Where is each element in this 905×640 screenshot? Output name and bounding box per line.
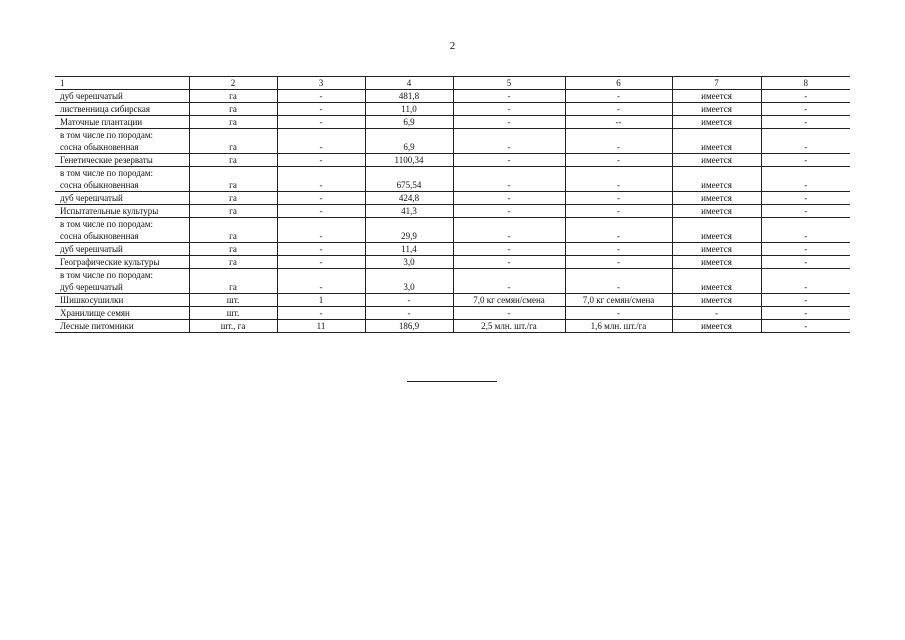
table-cell: - (565, 90, 672, 103)
row-name: дуб черешчатый (60, 193, 123, 203)
table-cell: - (453, 307, 565, 320)
table-cell: 11,4 (365, 243, 453, 256)
table-cell: га (189, 90, 277, 103)
table-row (55, 154, 850, 167)
row-name-prefix: в том числе по породам: (60, 168, 154, 178)
table-cell: - (277, 167, 365, 192)
data-table (55, 76, 850, 333)
row-name: Хранилище семян (60, 308, 130, 318)
row-name-cell (55, 307, 189, 320)
table-cell: га (189, 167, 277, 192)
row-name-cell (55, 116, 189, 129)
table-cell: - (761, 320, 850, 333)
table-cell: - (761, 192, 850, 205)
table-cell: - (761, 218, 850, 243)
table-cell: имеется (672, 294, 761, 307)
table-row (55, 294, 850, 307)
table-row (55, 167, 850, 192)
row-name-cell (55, 294, 189, 307)
table-cell: - (761, 256, 850, 269)
table-cell: имеется (672, 90, 761, 103)
table-cell: 3,0 (365, 269, 453, 294)
table-cell: - (453, 154, 565, 167)
table-cell: - (453, 167, 565, 192)
table-cell: - (565, 256, 672, 269)
row-name-prefix: в том числе по породам: (60, 270, 154, 280)
table-row (55, 192, 850, 205)
column-header: 1 (55, 77, 189, 90)
row-name: дуб черешчатый (60, 91, 123, 101)
table-body (55, 90, 850, 333)
table-cell: га (189, 269, 277, 294)
table-row (55, 307, 850, 320)
table-row (55, 116, 850, 129)
table-cell: 424,8 (365, 192, 453, 205)
row-name: сосна обыкновенная (60, 180, 139, 190)
table-cell: 3,0 (365, 256, 453, 269)
table-row (55, 90, 850, 103)
table-cell: - (277, 307, 365, 320)
table-cell: - (761, 167, 850, 192)
table-cell: - (277, 103, 365, 116)
table-cell: - (761, 116, 850, 129)
table-cell: - (761, 103, 850, 116)
table-cell: - (453, 256, 565, 269)
row-name: сосна обыкновенная (60, 142, 139, 152)
table-cell: - (565, 269, 672, 294)
table-row (55, 320, 850, 333)
row-name-prefix: в том числе по породам: (60, 130, 154, 140)
table-cell: га (189, 154, 277, 167)
table-cell: - (761, 294, 850, 307)
table-cell: - (761, 154, 850, 167)
table-cell: имеется (672, 205, 761, 218)
table-cell: имеется (672, 192, 761, 205)
table-cell: имеется (672, 256, 761, 269)
table-cell: - (365, 307, 453, 320)
table-cell: - (761, 129, 850, 154)
table-cell: - (453, 116, 565, 129)
table-row (55, 243, 850, 256)
table-cell: 6,9 (365, 116, 453, 129)
table-cell: имеется (672, 129, 761, 154)
table-cell: шт. (189, 307, 277, 320)
table-row (55, 129, 850, 154)
table-cell: - (277, 192, 365, 205)
table-cell: - (565, 218, 672, 243)
table-row (55, 218, 850, 243)
table-cell: 41,3 (365, 205, 453, 218)
column-header: 6 (565, 77, 672, 90)
table-cell: 6,9 (365, 129, 453, 154)
table-row (55, 103, 850, 116)
table-cell: имеется (672, 320, 761, 333)
row-name-cell (55, 256, 189, 269)
table-cell: - (565, 205, 672, 218)
table-cell: - (761, 307, 850, 320)
table-cell: 29,9 (365, 218, 453, 243)
table-cell: имеется (672, 167, 761, 192)
table-cell: - (277, 205, 365, 218)
row-name: лиственница сибирская (60, 104, 151, 114)
table-cell: - (453, 243, 565, 256)
table-cell: га (189, 192, 277, 205)
table-cell: - (453, 269, 565, 294)
table-cell: имеется (672, 103, 761, 116)
column-header: 5 (453, 77, 565, 90)
table-cell: га (189, 129, 277, 154)
table-cell: - (761, 205, 850, 218)
table-cell: га (189, 256, 277, 269)
row-name-cell (55, 129, 189, 154)
table-cell: имеется (672, 269, 761, 294)
table-cell: - (565, 243, 672, 256)
row-name-cell (55, 218, 189, 243)
table-cell: имеется (672, 218, 761, 243)
row-name-cell (55, 243, 189, 256)
row-name-cell (55, 154, 189, 167)
table-cell: 1,6 млн. шт./га (565, 320, 672, 333)
column-header: 3 (277, 77, 365, 90)
column-header: 2 (189, 77, 277, 90)
column-header: 4 (365, 77, 453, 90)
table-cell: га (189, 116, 277, 129)
table-cell: 1100,34 (365, 154, 453, 167)
table-cell: - (277, 129, 365, 154)
table-cell: - (761, 243, 850, 256)
table-row (55, 256, 850, 269)
table-cell: шт. (189, 294, 277, 307)
row-name: дуб черешчатый (60, 282, 123, 292)
row-name: Географические культуры (60, 257, 160, 267)
row-name: дуб черешчатый (60, 244, 123, 254)
table-cell: 186,9 (365, 320, 453, 333)
table-cell: га (189, 243, 277, 256)
table-row (55, 205, 850, 218)
row-name-cell (55, 320, 189, 333)
column-header: 8 (761, 77, 850, 90)
row-name: Шишкосушилки (60, 295, 124, 305)
table-cell: - (761, 90, 850, 103)
row-name-cell (55, 167, 189, 192)
table-cell: - (565, 154, 672, 167)
table-cell: - (453, 90, 565, 103)
column-header: 7 (672, 77, 761, 90)
table-cell: имеется (672, 243, 761, 256)
row-name: сосна обыкновенная (60, 231, 139, 241)
table-cell: - (761, 269, 850, 294)
row-name-cell (55, 90, 189, 103)
table-cell: 1 (277, 294, 365, 307)
row-name-cell (55, 205, 189, 218)
row-name: Испытательные культуры (60, 206, 159, 216)
row-name-cell (55, 192, 189, 205)
table-cell: шт., га (189, 320, 277, 333)
table-cell: 675,54 (365, 167, 453, 192)
row-name-prefix: в том числе по породам: (60, 219, 154, 229)
table-cell: - (672, 307, 761, 320)
row-name: Генетические резерваты (60, 155, 153, 165)
table-cell: - (277, 256, 365, 269)
table-cell: га (189, 103, 277, 116)
table-cell: - (277, 90, 365, 103)
table-cell: - (565, 103, 672, 116)
table-cell: 2,5 млн. шт./га (453, 320, 565, 333)
table-cell: - (565, 192, 672, 205)
table-cell: 7,0 кг семян/смена (453, 294, 565, 307)
table-cell: - (453, 192, 565, 205)
row-name-cell (55, 269, 189, 294)
table-cell: - (565, 167, 672, 192)
table-cell: 481,8 (365, 90, 453, 103)
row-name: Маточные плантации (60, 117, 143, 127)
table-cell: - (565, 129, 672, 154)
table-cell: 11 (277, 320, 365, 333)
header-row (55, 77, 850, 90)
row-name-cell (55, 103, 189, 116)
table-cell: - (277, 154, 365, 167)
table-cell: га (189, 218, 277, 243)
table-cell: -- (565, 116, 672, 129)
table-cell: 11,0 (365, 103, 453, 116)
table-cell: - (277, 116, 365, 129)
row-name: Лесные питомники (60, 321, 134, 331)
table-cell: - (453, 218, 565, 243)
table-cell: имеется (672, 116, 761, 129)
table-cell: га (189, 205, 277, 218)
end-rule (407, 381, 497, 382)
table-cell: - (277, 269, 365, 294)
table-cell: - (453, 129, 565, 154)
table-cell: - (453, 205, 565, 218)
table-cell: 7,0 кг семян/смена (565, 294, 672, 307)
page-number: 2 (449, 40, 456, 52)
table-cell: - (277, 218, 365, 243)
table-row (55, 269, 850, 294)
table-cell: - (365, 294, 453, 307)
table-cell: - (565, 307, 672, 320)
table-cell: - (453, 103, 565, 116)
table-cell: имеется (672, 154, 761, 167)
table-cell: - (277, 243, 365, 256)
